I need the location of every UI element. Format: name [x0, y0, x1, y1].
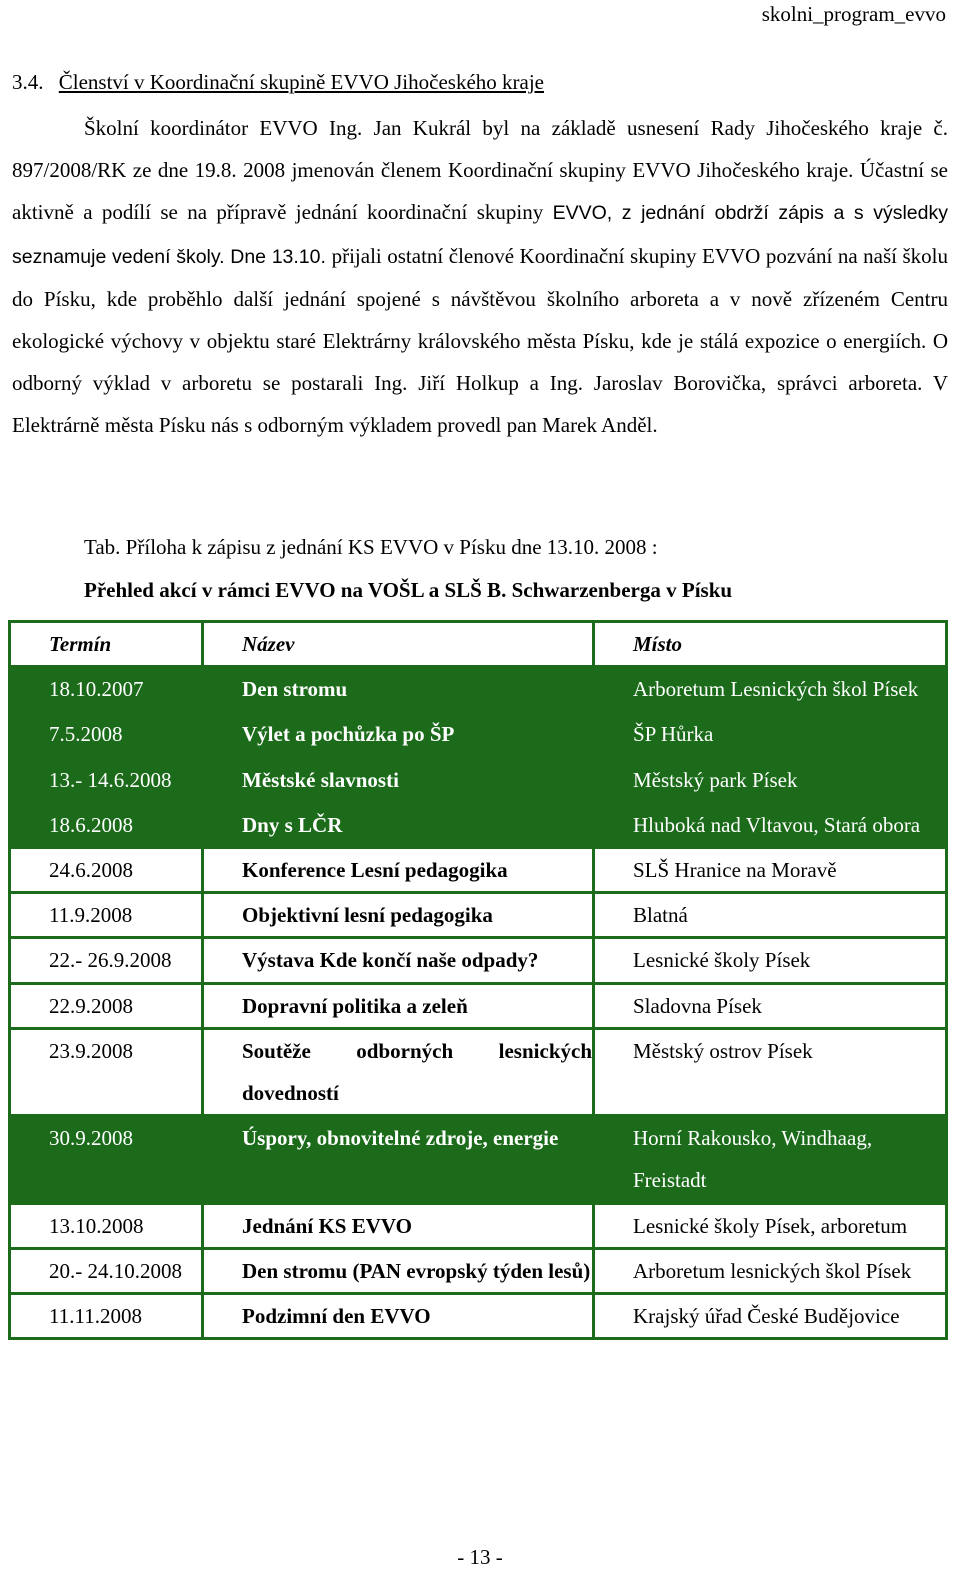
row-place: Hluboká nad Vltavou, Stará obora: [594, 802, 947, 847]
row-place: Městský park Písek: [594, 757, 947, 802]
row-name: Konference Lesní pedagogika: [203, 848, 594, 893]
row-place: Blatná: [594, 893, 947, 938]
row-date: 18.6.2008: [10, 802, 203, 847]
header-nazev: Název: [203, 622, 594, 667]
table-caption: Tab. Příloha k zápisu z jednání KS EVVO v Písku dne 13.10. 2008 :: [84, 535, 658, 559]
row-name: Výstava Kde končí naše odpady?: [203, 938, 594, 983]
table-title: Přehled akcí v rámci EVVO na VOŠL a SLŠ B. Schwarzenberga v Písku: [84, 578, 733, 602]
table-header-row: [10, 622, 947, 667]
row-name: Dopravní politika a zeleň: [203, 983, 594, 1028]
paragraph-part-1: Školní koordinátor EVVO Ing. Jan Kukrál byl na základě usnesení Rady Jihočeského kraje č. 897/2008/RK ze dne 19.8. 2008 jmenován členem Koordinační skupiny EVVO Jihočeského kraje. Účastní se aktivně a podílí se na přípravě jednání koordinační skupiny: [12, 116, 948, 225]
header-termin: Termín: [10, 622, 203, 667]
row-name: Úspory, obnovitelné zdroje, energie: [203, 1116, 594, 1203]
row-date: 22.- 26.9.2008: [10, 938, 203, 983]
row-name: Dny s LČR: [203, 802, 594, 847]
table-row: [10, 1116, 947, 1203]
row-date: 22.9.2008: [10, 983, 203, 1028]
paragraph-part-2: EVVO, z jednání obdrží zápis a s výsledky seznamuje vedení školy. Dne 13.10.: [12, 202, 948, 268]
row-date: 7.5.2008: [10, 712, 203, 757]
table-row: [10, 1248, 947, 1293]
row-name: Den stromu: [203, 667, 594, 712]
row-date: 20.- 24.10.2008: [10, 1248, 203, 1293]
table-row: [10, 983, 947, 1028]
table-row: [10, 1294, 947, 1339]
table-row: [10, 848, 947, 893]
row-place: Horní Rakousko, Windhaag, Freistadt: [594, 1116, 947, 1203]
row-place: Arboretum Lesnických škol Písek: [594, 667, 947, 712]
section-title: Členství v Koordinační skupině EVVO Jihočeského kraje: [58, 70, 544, 94]
row-date: 24.6.2008: [10, 848, 203, 893]
row-date: 18.10.2007: [10, 667, 203, 712]
row-date: 11.9.2008: [10, 893, 203, 938]
row-place: SLŠ Hranice na Moravě: [594, 848, 947, 893]
row-date: 23.9.2008: [10, 1028, 203, 1115]
row-name: Den stromu (PAN evropský týden lesů): [203, 1248, 594, 1293]
row-name: Jednání KS EVVO: [203, 1203, 594, 1248]
table-row: [10, 802, 947, 847]
row-place: ŠP Hůrka: [594, 712, 947, 757]
row-place: Lesnické školy Písek, arboretum: [594, 1203, 947, 1248]
page-number: - 13 -: [457, 1545, 503, 1569]
row-place: Lesnické školy Písek: [594, 938, 947, 983]
table-row: [10, 1203, 947, 1248]
section-number: 3.4.: [12, 70, 44, 94]
row-name: Výlet a pochůzka po ŠP: [203, 712, 594, 757]
row-date: 13.10.2008: [10, 1203, 203, 1248]
row-place: Krajský úřad České Budějovice: [594, 1294, 947, 1339]
row-date: 13.- 14.6.2008: [10, 757, 203, 802]
running-header: skolni_program_evvo: [761, 2, 946, 26]
row-name: Podzimní den EVVO: [203, 1294, 594, 1339]
paragraph-part-3: přijali ostatní členové Koordinační skupiny EVVO pozvání na naší školu do Písku, kde proběhlo další jednání spojené s návštěvou školního arboreta a v nově zřízeném Centru ekologické výchovy v objektu staré Elektrárny královského města Písku, kde je stálá expozice o energiích. O odborný výklad v arboretu se postarali Ing. Jiří Holkup a Ing. Jaroslav Borovička, správci arboreta. V Elektrárně města Písku nás s odborným výkladem provedl pan Marek Anděl.: [12, 243, 948, 438]
table-row: [10, 938, 947, 983]
row-date: 11.11.2008: [10, 1294, 203, 1339]
table-row: [10, 667, 947, 712]
row-name: Objektivní lesní pedagogika: [203, 893, 594, 938]
table-row: [10, 757, 947, 802]
body-paragraph: [12, 107, 948, 447]
row-date: 30.9.2008: [10, 1116, 203, 1203]
table-row: [10, 893, 947, 938]
row-place: Sladovna Písek: [594, 983, 947, 1028]
row-name: Městské slavnosti: [203, 757, 594, 802]
table-row: [10, 712, 947, 757]
table-row: [10, 1028, 947, 1115]
events-table: [8, 620, 948, 1340]
row-place: Městský ostrov Písek: [594, 1028, 947, 1115]
section-heading: [12, 70, 544, 95]
row-place: Arboretum lesnických škol Písek: [594, 1248, 947, 1293]
row-name: Soutěže odborných lesnických dovedností: [203, 1028, 594, 1115]
header-misto: Místo: [594, 622, 947, 667]
